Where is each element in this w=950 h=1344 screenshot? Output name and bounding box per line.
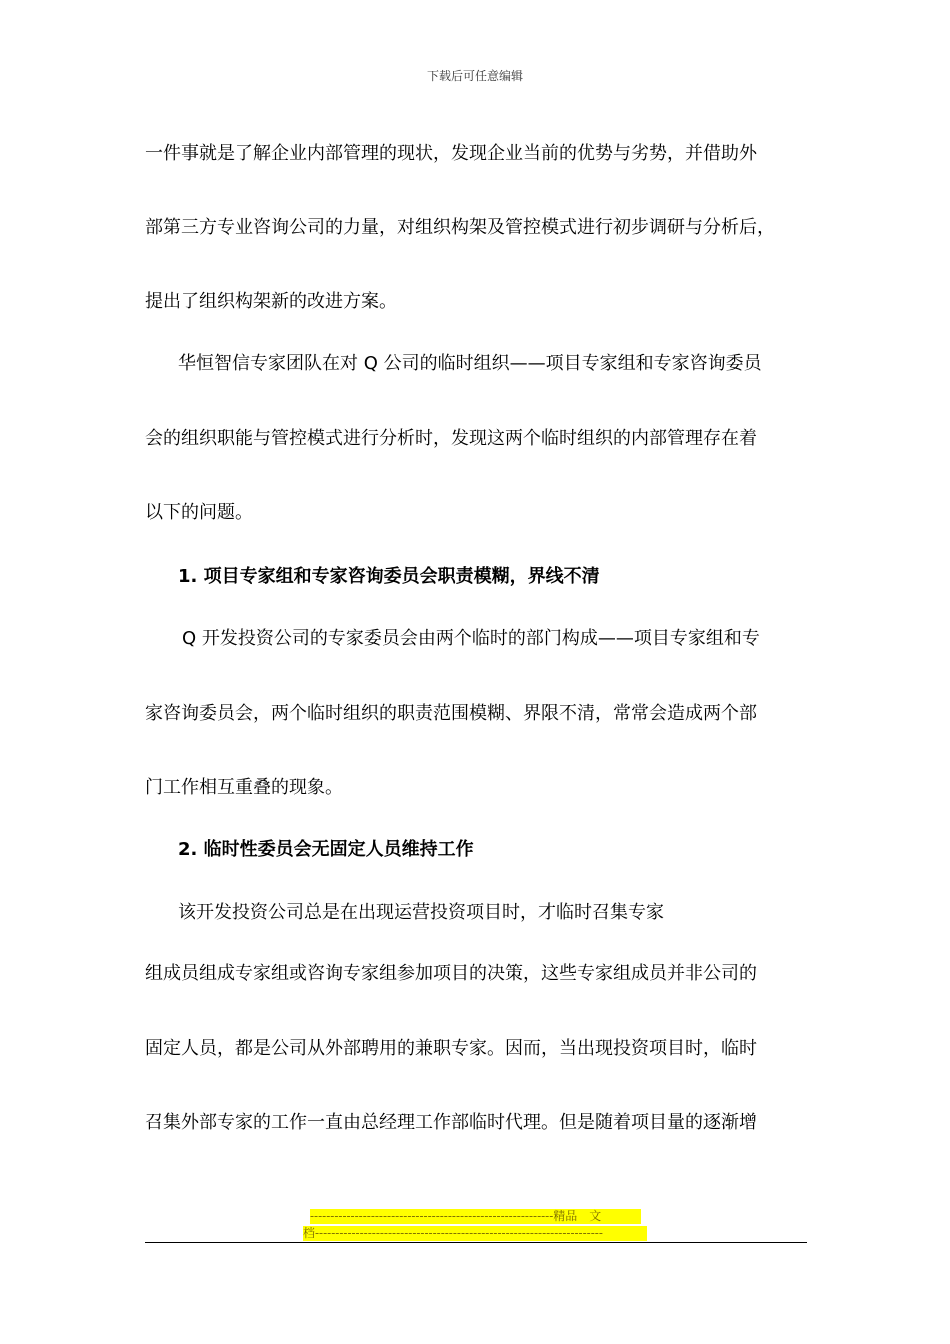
body-line: 提出了组织构架新的改进方案。 [145, 291, 397, 312]
section-heading: 1. 项目专家组和专家咨询委员会职责模糊，界线不清 [178, 566, 600, 587]
footer-highlight-line-2: 档----------------------------------------------------------------------- [303, 1226, 647, 1241]
section-heading: 2. 临时性委员会无固定人员维持工作 [178, 839, 474, 860]
body-line: 家咨询委员会，两个临时组织的职责范围模糊、界限不清，常常会造成两个部 [145, 703, 757, 724]
body-line: 门工作相互重叠的现象。 [145, 777, 343, 798]
body-line: 以下的问题。 [145, 502, 253, 523]
body-line: 会的组织职能与管控模式进行分析时，发现这两个临时组织的内部管理存在着 [145, 428, 757, 449]
page-header: 下载后可任意编辑 [426, 69, 523, 83]
body-line: 该开发投资公司总是在出现运营投资项目时，才临时召集专家 [178, 902, 664, 923]
body-line: 部第三方专业咨询公司的力量，对组织构架及管控模式进行初步调研与分析后， [145, 217, 775, 238]
body-line: 召集外部专家的工作一直由总经理工作部临时代理。但是随着项目量的逐渐增 [145, 1112, 757, 1133]
footer-rule [145, 1242, 807, 1243]
body-line: 华恒智信专家团队在对 Q 公司的临时组织——项目专家组和专家咨询委员 [178, 353, 762, 374]
body-line: 固定人员，都是公司从外部聘用的兼职专家。因而，当出现投资项目时，临时 [145, 1038, 757, 1059]
body-line: 一件事就是了解企业内部管理的现状，发现企业当前的优势与劣势，并借助外 [145, 143, 757, 164]
body-line: 组成员组成专家组或咨询专家组参加项目的决策，这些专家组成员并非公司的 [145, 963, 757, 984]
body-line: Q 开发投资公司的专家委员会由两个临时的部门构成——项目专家组和专 [182, 628, 760, 649]
footer-highlight-line-1: ------------------------------------------------------------精品 文 [310, 1209, 641, 1224]
